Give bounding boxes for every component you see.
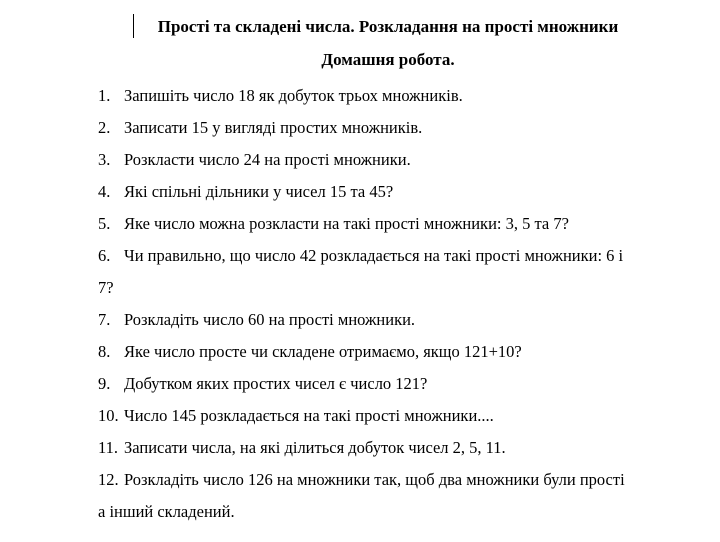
task-item-7 xyxy=(98,304,702,336)
task-number: 5. xyxy=(98,214,111,233)
task-number: 12. xyxy=(98,470,119,489)
task-number: 3. xyxy=(98,150,111,169)
task-text: Чи правильно, що число 42 розкладається на такі прості множники: 6 і xyxy=(124,246,624,265)
document-title: Прості та складені числа. Розкладання на прості множники xyxy=(157,17,619,36)
task-item-9 xyxy=(98,368,702,400)
task-number: 4. xyxy=(98,182,111,201)
task-text: Розкласти число 24 на прості множники. xyxy=(124,150,411,169)
task-number: 8. xyxy=(98,342,111,361)
task-item-4 xyxy=(98,176,702,208)
task-item-10 xyxy=(98,400,702,432)
task-item-11 xyxy=(98,432,702,464)
task-text: Які спільні дільники у чисел 15 та 45? xyxy=(124,182,394,201)
task-text-continuation: а інший складений. xyxy=(98,502,235,521)
task-text: Розкладіть число 60 на прості множники. xyxy=(124,310,416,329)
task-item-6 xyxy=(98,240,702,304)
task-text: Розкладіть число 126 на множники так, щоб два множники були прості xyxy=(124,470,625,489)
document-subtitle: Домашня робота. xyxy=(321,50,455,69)
task-text: Добутком яких простих чисел є число 121? xyxy=(124,374,428,393)
task-text: Записати числа, на які ділиться добуток чисел 2, 5, 11. xyxy=(124,438,506,457)
task-number: 10. xyxy=(98,406,119,425)
task-text: Записати 15 у вигляді простих множників. xyxy=(124,118,423,137)
task-text-continuation: 7? xyxy=(98,278,114,297)
task-item-2 xyxy=(98,112,702,144)
task-text: Яке число можна розкласти на такі прості множники: 3, 5 та 7? xyxy=(124,214,569,233)
task-number: 9. xyxy=(98,374,111,393)
task-number: 2. xyxy=(98,118,111,137)
task-number: 7. xyxy=(98,310,111,329)
task-item-1 xyxy=(98,80,702,112)
task-item-3 xyxy=(98,144,702,176)
task-text: Яке число просте чи складене отримаємо, якщо 121+10? xyxy=(124,342,522,361)
task-list xyxy=(98,80,702,528)
task-item-5 xyxy=(98,208,702,240)
task-item-8 xyxy=(98,336,702,368)
task-number: 1. xyxy=(98,86,111,105)
task-text: Число 145 розкладається на такі прості множники.... xyxy=(124,406,494,425)
task-number: 6. xyxy=(98,246,111,265)
task-text: Запишіть число 18 як добуток трьох множників. xyxy=(124,86,463,105)
task-number: 11. xyxy=(98,438,119,457)
task-item-12 xyxy=(98,464,702,528)
